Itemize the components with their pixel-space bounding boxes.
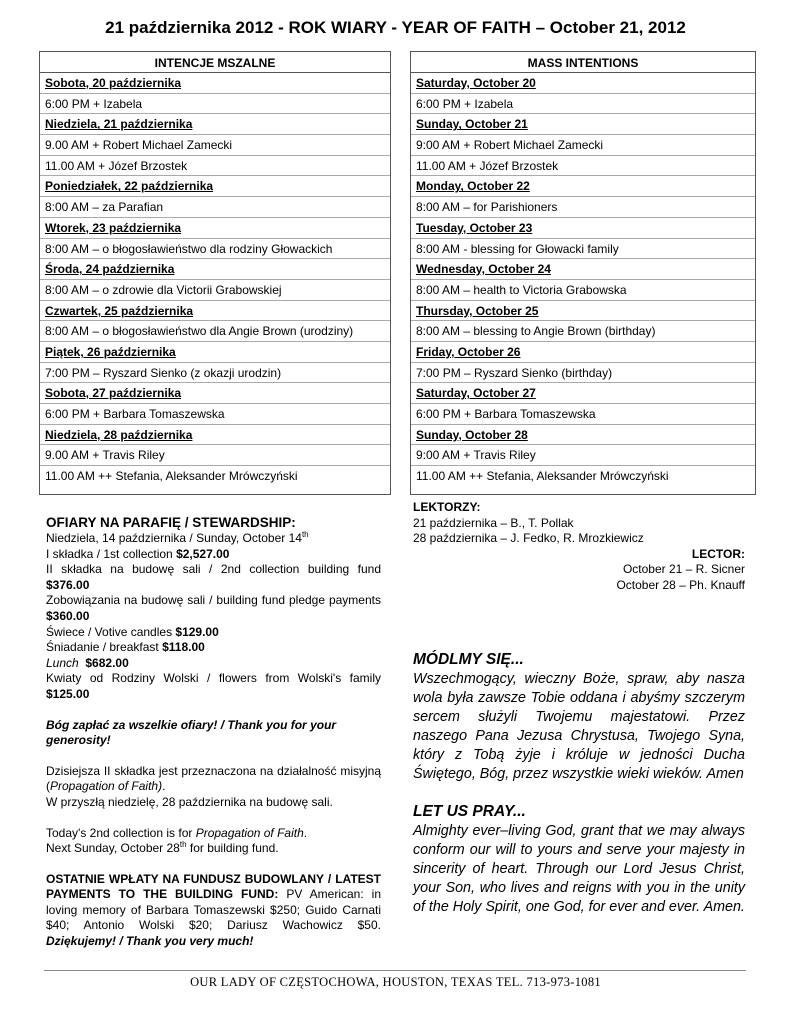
intention-entry: 9.00 AM + Robert Michael Zamecki bbox=[40, 135, 390, 156]
footer-divider bbox=[44, 970, 746, 971]
offering-pledge: Zobowiązania na budowę sali / building fund pledge payments $360.00 bbox=[46, 593, 381, 623]
intention-day: Wtorek, 23 października bbox=[40, 218, 390, 239]
prayer-pl-heading: MÓDLMY SIĘ... bbox=[413, 651, 524, 668]
intentions-pl-header: INTENCJE MSZALNE bbox=[40, 52, 390, 73]
offering-candles: Świece / Votive candles $129.00 bbox=[46, 624, 219, 639]
offering-first-collection: I składka / 1st collection $2,527.00 bbox=[46, 546, 230, 561]
intention-day: Niedziela, 21 października bbox=[40, 114, 390, 135]
lector-pl-2: 28 października – J. Fedko, R. Mrozkiewicz bbox=[413, 531, 644, 546]
intention-day: Wednesday, October 24 bbox=[411, 259, 755, 280]
intention-day: Sobota, 20 października bbox=[40, 73, 390, 94]
intention-day: Środa, 24 października bbox=[40, 259, 390, 280]
building-fund: OSTATNIE WPŁATY NA FUNDUSZ BUDOWLANY / LATEST PAYMENTS TO THE BUILDING FUND: PV American: in loving memory of Barbara Tomaszewski $250; Guido Carnati $40; Antonio Wolski $20; Dariusz Wachowicz $50. Dziękujemy! / Thank you very much! bbox=[46, 871, 381, 949]
offering-breakfast: Śniadanie / breakfast $118.00 bbox=[46, 640, 205, 655]
page-title: 21 października 2012 - ROK WIARY - YEAR OF FAITH – October 21, 2012 bbox=[105, 18, 686, 37]
lector-en-1: October 21 – R. Sicner bbox=[622, 562, 745, 577]
intention-day: Saturday, October 27 bbox=[411, 383, 755, 404]
offerings-thanks: Bóg zapłać za wszelkie ofiary! / Thank you for your generosity! bbox=[46, 717, 337, 748]
intention-entry: 6:00 PM + Barbara Tomaszewska bbox=[40, 404, 390, 425]
intention-entry: 11.00 AM ++ Stefania, Aleksander Mrówczyński bbox=[416, 469, 669, 484]
intention-day: Czwartek, 25 października bbox=[40, 301, 390, 322]
intention-day: Thursday, October 25 bbox=[411, 301, 755, 322]
intention-entry: 11.00 AM + Józef Brzostek bbox=[411, 156, 755, 177]
offerings-date: Niedziela, 14 października / Sunday, October 14th bbox=[46, 530, 309, 545]
note-polish: Dzisiejsza II składka jest przeznaczona na działalność misyjną (Propagation of Faith). bbox=[46, 763, 381, 794]
intention-entry: 8:00 AM – o błogosławieństwo dla Angie Brown (urodziny) bbox=[40, 321, 390, 342]
intention-entry: 8:00 AM - blessing for Głowacki family bbox=[411, 239, 755, 260]
note-polish-next: W przyszłą niedzielę, 28 października na budowę sali. bbox=[46, 794, 333, 809]
prayer-pl-text: Wszechmogący, wieczny Boże, spraw, aby nasza wola była zawsze Tobie oddana i abyśmy szczerym sercem służyli Twojemu majestatowi. Przez naszego Pana Jezusa Chrystusa, Twojego Syna, który z Tobą żyje i króluje w jedności Ducha Świętego, Bóg, przez wszystkie wieki wieków. Amen bbox=[413, 671, 745, 782]
intention-day: Sunday, October 28 bbox=[411, 425, 755, 446]
intention-entry: 8:00 AM – blessing to Angie Brown (birthday) bbox=[411, 321, 755, 342]
intention-entry: 6:00 PM + Izabela bbox=[40, 94, 390, 115]
intention-entry: 11.00 AM ++ Stefania, Aleksander Mrówczyński bbox=[45, 469, 298, 484]
offerings-heading: OFIARY NA PARAFIĘ / STEWARDSHIP: bbox=[46, 515, 296, 530]
intentions-en-rows bbox=[411, 73, 755, 487]
intention-entry: 6:00 PM + Izabela bbox=[411, 94, 755, 115]
intention-day: Poniedziałek, 22 października bbox=[40, 176, 390, 197]
intentions-en-header: MASS INTENTIONS bbox=[411, 52, 755, 73]
footer: OUR LADY OF CZĘSTOCHOWA, HOUSTON, TEXAS TEL. 713-973-1081 bbox=[190, 975, 601, 989]
intention-entry: 9.00 AM + Travis Riley bbox=[40, 445, 390, 466]
intention-entry: 8:00 AM – o zdrowie dla Victorii Grabowskiej bbox=[40, 280, 390, 301]
intention-entry: 6:00 PM + Barbara Tomaszewska bbox=[411, 404, 755, 425]
intention-entry: 7:00 PM – Ryszard Sienko (z okazji urodzin) bbox=[40, 363, 390, 384]
intention-day: Tuesday, October 23 bbox=[411, 218, 755, 239]
intention-entry: 7:00 PM – Ryszard Sienko (birthday) bbox=[411, 363, 755, 384]
intentions-pl-table bbox=[39, 51, 391, 495]
prayer-section bbox=[413, 650, 745, 917]
intention-entry: 8:00 AM – for Parishioners bbox=[411, 197, 755, 218]
intention-day: Sobota, 27 października bbox=[40, 383, 390, 404]
intention-entry: 8:00 AM – o błogosławieństwo dla rodziny Głowackich bbox=[40, 239, 390, 260]
note-english-next: Next Sunday, October 28th for building fund. bbox=[46, 840, 279, 856]
intention-day: Sunday, October 21 bbox=[411, 114, 755, 135]
offering-flowers: Kwiaty od Rodziny Wolski / flowers from Wolski's family $125.00 bbox=[46, 671, 381, 701]
offering-second-collection: II składka na budowę sali / 2nd collection building fund $376.00 bbox=[46, 562, 381, 592]
intention-day: Saturday, October 20 bbox=[411, 73, 755, 94]
intention-day: Monday, October 22 bbox=[411, 176, 755, 197]
prayer-en-heading: LET US PRAY... bbox=[413, 803, 526, 820]
intention-day: Piątek, 26 października bbox=[40, 342, 390, 363]
intention-day: Friday, October 26 bbox=[411, 342, 755, 363]
lectors-section bbox=[413, 500, 745, 594]
intention-entry: 9:00 AM + Robert Michael Zamecki bbox=[411, 135, 755, 156]
note-english: Today's 2nd collection is for Propagation of Faith. bbox=[46, 825, 308, 840]
lectors-en-heading: LECTOR: bbox=[691, 546, 745, 561]
intentions-pl-rows bbox=[40, 73, 390, 487]
intention-day: Niedziela, 28 października bbox=[40, 425, 390, 446]
intentions-en-table bbox=[410, 51, 756, 495]
intention-entry: 8:00 AM – health to Victoria Grabowska bbox=[411, 280, 755, 301]
lectors-pl-heading: LEKTORZY: bbox=[413, 500, 481, 514]
lector-pl-1: 21 października – B., T. Pollak bbox=[413, 515, 574, 530]
prayer-en-text: Almighty ever–living God, grant that we may always conform our will to yours and serve your majesty in sincerity of heart. Through our Lord Jesus Christ, your Son, who lives and reigns with you in the unity of the Holy Spirit, one God, for ever and ever. Amen. bbox=[413, 823, 745, 915]
intention-entry: 9:00 AM + Travis Riley bbox=[411, 445, 755, 466]
offering-lunch: Lunch $682.00 bbox=[46, 655, 129, 670]
lector-en-2: October 28 – Ph. Knauff bbox=[616, 577, 745, 592]
intention-entry: 11.00 AM + Józef Brzostek bbox=[40, 156, 390, 177]
intention-entry: 8:00 AM – za Parafian bbox=[40, 197, 390, 218]
offerings-section bbox=[46, 514, 381, 950]
